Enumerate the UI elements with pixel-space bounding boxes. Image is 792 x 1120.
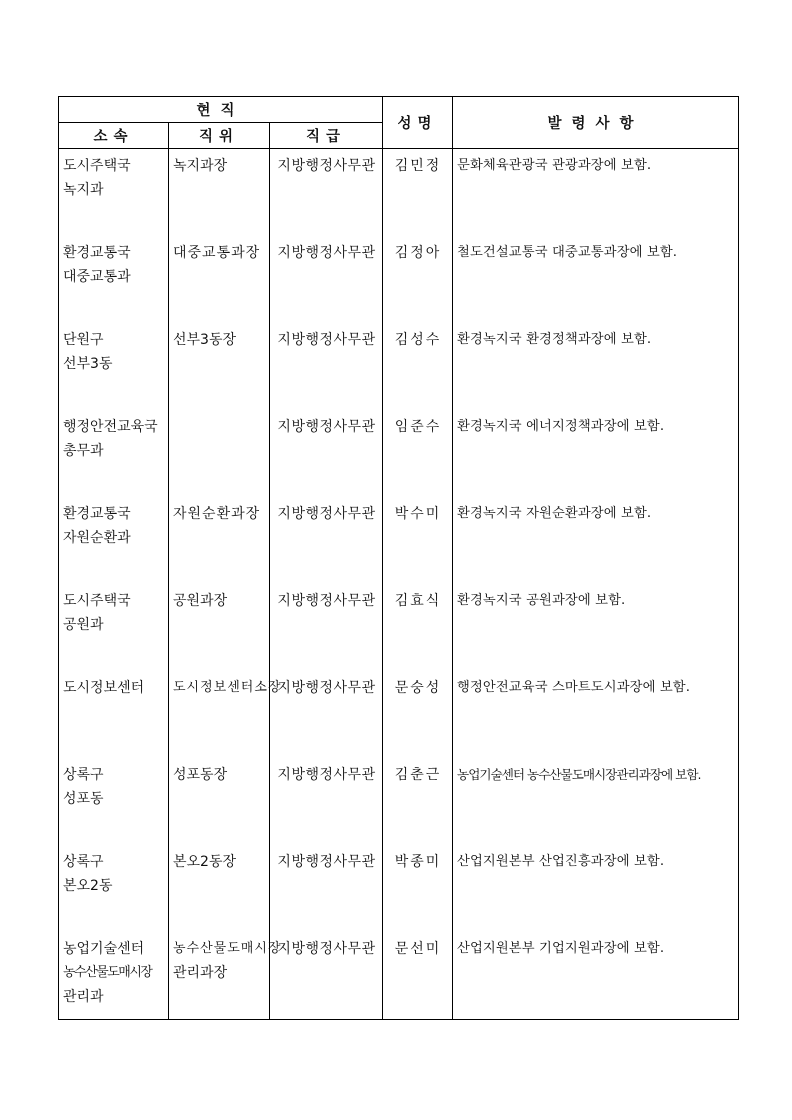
header-affiliation: 소속 — [59, 123, 169, 149]
name-cell — [383, 758, 453, 845]
affiliation-line: 본오2동 — [63, 877, 113, 894]
grade-cell — [270, 758, 383, 845]
affiliation-line: 관리과 — [63, 988, 104, 1005]
position-cell — [169, 758, 270, 845]
grade-cell — [270, 497, 383, 584]
header-position: 직위 — [169, 123, 270, 149]
appointment-order: 산업지원본부 산업진흥과장에 보함. — [457, 853, 665, 869]
order-cell — [453, 584, 739, 671]
order-cell — [453, 497, 739, 584]
appointment-order: 환경녹지국 환경정책과장에 보함. — [457, 331, 652, 347]
appointment-order: 환경녹지국 자원순환과장에 보함. — [457, 505, 652, 521]
position-line: 농수산물도매시장 — [173, 940, 282, 956]
grade-cell — [270, 584, 383, 671]
affiliation-line: 도시주택국 — [63, 158, 131, 174]
affiliation-cell — [59, 584, 169, 671]
name-cell — [383, 149, 453, 236]
person-name: 김정아 — [394, 244, 442, 261]
affiliation-line: 도시정보센터 — [63, 679, 145, 696]
grade-text: 지방행정사무관 — [277, 940, 376, 957]
table-row — [59, 584, 739, 671]
position-cell — [169, 932, 282, 1020]
name-cell — [383, 410, 453, 497]
grade-cell — [270, 410, 383, 497]
appointment-table — [58, 96, 739, 1020]
header-grade: 직급 — [270, 123, 383, 149]
name-cell — [383, 584, 453, 671]
position-line: 대중교통과장 — [173, 244, 261, 261]
affiliation-cell — [59, 149, 169, 236]
appointment-order: 농업기술센터 농수산물도매시장관리과장에 보함. — [457, 766, 701, 782]
affiliation-cell — [59, 671, 169, 758]
table-row — [59, 497, 739, 584]
affiliation-line: 행정안전교육국 — [63, 418, 158, 435]
position-line: 성포동장 — [173, 766, 228, 783]
position-cell — [169, 584, 270, 671]
position-line: 관리과장 — [173, 964, 228, 981]
header-name: 성명 — [383, 97, 453, 149]
order-cell — [453, 671, 739, 758]
header-order: 발령사항 — [453, 97, 739, 149]
affiliation-line: 성포동 — [63, 790, 104, 807]
order-cell — [453, 758, 739, 845]
grade-text: 지방행정사무관 — [277, 766, 376, 783]
name-cell — [383, 845, 453, 932]
header-current-position: 현직 — [59, 97, 383, 123]
person-name: 김효식 — [394, 592, 442, 609]
table-row — [59, 932, 739, 1020]
position-cell — [169, 236, 270, 323]
grade-cell — [270, 845, 383, 932]
name-cell — [383, 932, 453, 1020]
table-row — [59, 410, 739, 497]
grade-cell — [270, 149, 383, 236]
order-cell — [453, 410, 739, 497]
person-name: 박수미 — [394, 505, 442, 522]
table-row — [59, 149, 739, 236]
person-name: 박종미 — [394, 853, 442, 870]
order-cell — [453, 236, 739, 323]
grade-text: 지방행정사무관 — [277, 158, 376, 174]
person-name: 김민정 — [394, 158, 442, 174]
affiliation-cell — [59, 236, 169, 323]
affiliation-line: 공원과 — [63, 616, 104, 633]
table-row — [59, 758, 739, 845]
position-line: 녹지과장 — [173, 158, 228, 174]
affiliation-line: 농업기술센터 — [63, 940, 145, 957]
name-cell — [383, 323, 453, 410]
grade-cell — [270, 236, 383, 323]
grade-text: 지방행정사무관 — [277, 853, 376, 870]
person-name: 김춘근 — [394, 766, 442, 783]
order-cell — [453, 149, 739, 236]
position-cell — [169, 410, 270, 497]
person-name: 김성수 — [394, 331, 442, 348]
person-name: 문선미 — [394, 940, 442, 957]
position-line: 공원과장 — [173, 592, 228, 609]
appointment-order: 환경녹지국 에너지정책과장에 보함. — [457, 418, 665, 434]
grade-text: 지방행정사무관 — [277, 418, 376, 435]
position-line: 자원순환과장 — [173, 505, 261, 522]
grade-cell — [270, 323, 383, 410]
appointment-order: 철도건설교통국 대중교통과장에 보함. — [457, 244, 678, 260]
appointment-order: 행정안전교육국 스마트도시과장에 보함. — [457, 679, 691, 695]
affiliation-line: 도시주택국 — [63, 592, 131, 609]
name-cell — [383, 236, 453, 323]
position-cell — [169, 671, 282, 758]
affiliation-cell — [59, 323, 169, 410]
name-cell — [383, 497, 453, 584]
appointment-order: 산업지원본부 기업지원과장에 보함. — [457, 940, 665, 956]
grade-cell — [270, 932, 383, 1020]
position-line: 선부3동장 — [173, 331, 237, 348]
affiliation-line: 상록구 — [63, 766, 104, 783]
table-row — [59, 323, 739, 410]
affiliation-line: 상록구 — [63, 853, 104, 870]
affiliation-cell — [59, 932, 169, 1020]
affiliation-line: 자원순환과 — [63, 529, 131, 546]
appointment-order: 환경녹지국 공원과장에 보함. — [457, 592, 626, 608]
grade-text: 지방행정사무관 — [277, 331, 376, 348]
grade-cell — [270, 671, 383, 758]
position-cell — [169, 323, 270, 410]
name-cell — [383, 671, 453, 758]
affiliation-line: 환경교통국 — [63, 244, 131, 261]
affiliation-line: 선부3동 — [63, 355, 113, 372]
position-line: 도시정보센터소장 — [173, 679, 282, 695]
person-name: 임준수 — [394, 418, 442, 435]
order-cell — [453, 845, 739, 932]
grade-text: 지방행정사무관 — [277, 505, 376, 522]
affiliation-line: 환경교통국 — [63, 505, 131, 522]
affiliation-cell — [59, 410, 169, 497]
table-row — [59, 236, 739, 323]
affiliation-line: 농수산물도매시장 — [63, 964, 152, 980]
affiliation-cell — [59, 845, 169, 932]
affiliation-line: 녹지과 — [63, 182, 104, 198]
position-cell — [169, 845, 270, 932]
affiliation-cell — [59, 758, 169, 845]
appointment-table-sheet — [58, 96, 738, 1020]
affiliation-cell — [59, 497, 169, 584]
grade-text: 지방행정사무관 — [277, 592, 376, 609]
position-cell — [169, 149, 270, 236]
affiliation-line: 총무과 — [63, 442, 104, 459]
order-cell — [453, 932, 739, 1020]
affiliation-line: 대중교통과 — [63, 268, 131, 285]
order-cell — [453, 323, 739, 410]
appointment-order: 문화체육관광국 관광과장에 보함. — [457, 158, 652, 173]
grade-text: 지방행정사무관 — [277, 244, 376, 261]
table-row — [59, 671, 739, 758]
table-row — [59, 845, 739, 932]
position-line: 본오2동장 — [173, 853, 237, 870]
position-cell — [169, 497, 270, 584]
person-name: 문숭성 — [394, 679, 442, 696]
grade-text: 지방행정사무관 — [277, 679, 376, 696]
affiliation-line: 단원구 — [63, 331, 104, 348]
